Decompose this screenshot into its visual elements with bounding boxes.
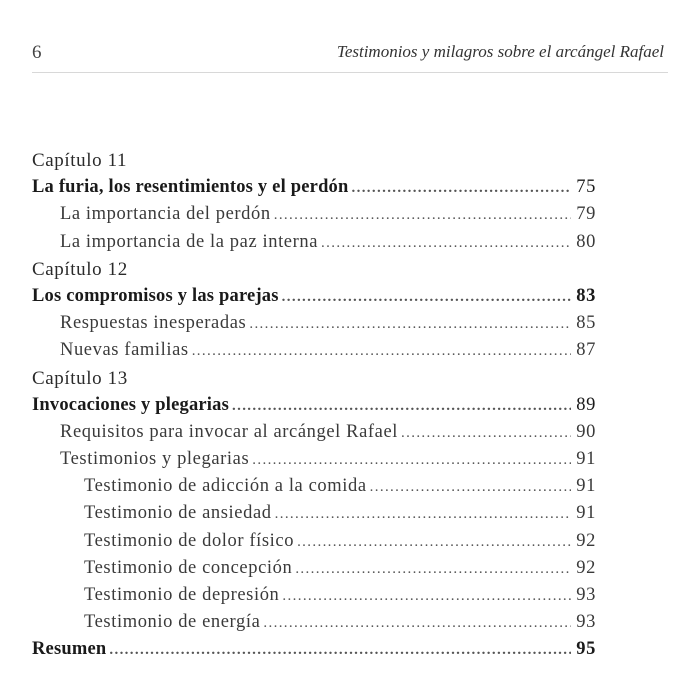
toc-page-number: 95 [576,639,596,660]
toc-page-number: 79 [576,204,596,225]
toc-entry-label: Testimonio de concepción [84,557,293,578]
toc-subsection-entry[interactable] [32,422,596,449]
dot-leader [401,425,571,442]
toc-subsection-entry[interactable] [32,612,596,639]
toc-section-entry[interactable] [32,639,596,666]
toc-entry-label: Capítulo 11 [32,150,128,171]
toc-entry-label: Testimonio de depresión [84,585,280,605]
toc-entry-label: Nuevas familias [60,340,189,361]
toc-entry-label: Testimonio de adicción a la comida [84,476,367,497]
toc-page-number: 91 [576,476,596,497]
toc-chapter-heading [32,150,596,177]
toc-subsection-entry[interactable] [32,340,596,367]
toc-chapter-heading [32,368,596,395]
table-of-contents [32,150,596,667]
toc-chapter-heading [32,259,596,286]
toc-page-number: 90 [576,421,596,442]
dot-leader [321,235,571,252]
dot-leader [274,207,571,224]
toc-page-number: 93 [576,612,596,633]
toc-page-number: 80 [576,231,596,252]
toc-entry-label: Requisitos para invocar al arcángel Rafael [60,421,399,442]
dot-leader [370,479,571,496]
toc-entry-label: Resumen [32,639,107,660]
toc-entry-label: Testimonios y plegarias [60,449,250,470]
toc-section-entry[interactable] [32,395,596,422]
toc-subsection-entry[interactable] [32,558,596,585]
toc-page-number: 91 [576,503,596,524]
toc-entry-label: Testimonio de dolor físico [84,530,295,551]
toc-page-number: 85 [576,313,596,334]
toc-entry-label: Respuestas inesperadas [60,313,247,334]
dot-leader [109,642,571,659]
dot-leader [295,561,571,578]
toc-entry-label: Invocaciones y plegarias [32,394,229,415]
toc-entry-label: Testimonio de ansiedad [84,503,272,524]
toc-page-number: 92 [576,530,596,551]
toc-page-number: 87 [576,340,596,361]
running-header [32,40,668,73]
running-title: Testimonios y milagros sobre el arcángel Rafael [336,42,664,61]
toc-subsection-entry[interactable] [32,232,596,259]
toc-page-number: 75 [576,177,596,198]
dot-leader [249,316,571,333]
toc-subsection-entry[interactable] [32,531,596,558]
toc-subsection-entry[interactable] [32,503,596,530]
toc-page-number: 89 [576,394,596,415]
toc-subsection-entry[interactable] [32,449,596,476]
dot-leader [297,534,571,551]
dot-leader [282,289,571,306]
toc-page-number: 93 [576,585,596,605]
dot-leader [282,588,571,605]
toc-entry-label: Capítulo 13 [32,367,128,389]
toc-subsection-entry[interactable] [32,204,596,231]
dot-leader [352,180,572,197]
dot-leader [275,506,571,523]
dot-leader [252,452,571,469]
toc-page-number: 91 [576,449,596,470]
page-number: 6 [32,42,42,63]
toc-subsection-entry[interactable] [32,476,596,503]
toc-section-entry[interactable] [32,286,596,313]
dot-leader [263,615,571,632]
toc-subsection-entry[interactable] [32,313,596,340]
toc-entry-label: Los compromisos y las parejas [32,285,279,306]
toc-entry-label: Capítulo 12 [32,258,128,280]
toc-page-number: 83 [576,285,596,306]
toc-entry-label: La furia, los resentimientos y el perdón [32,177,349,198]
toc-page-number: 92 [576,557,596,578]
toc-subsection-entry[interactable] [32,585,596,612]
dot-leader [232,398,571,415]
toc-entry-label: Testimonio de energía [84,612,261,633]
dot-leader [192,343,571,360]
toc-entry-label: La importancia de la paz interna [60,231,319,252]
toc-section-entry[interactable] [32,177,596,204]
toc-entry-label: La importancia del perdón [60,204,271,225]
